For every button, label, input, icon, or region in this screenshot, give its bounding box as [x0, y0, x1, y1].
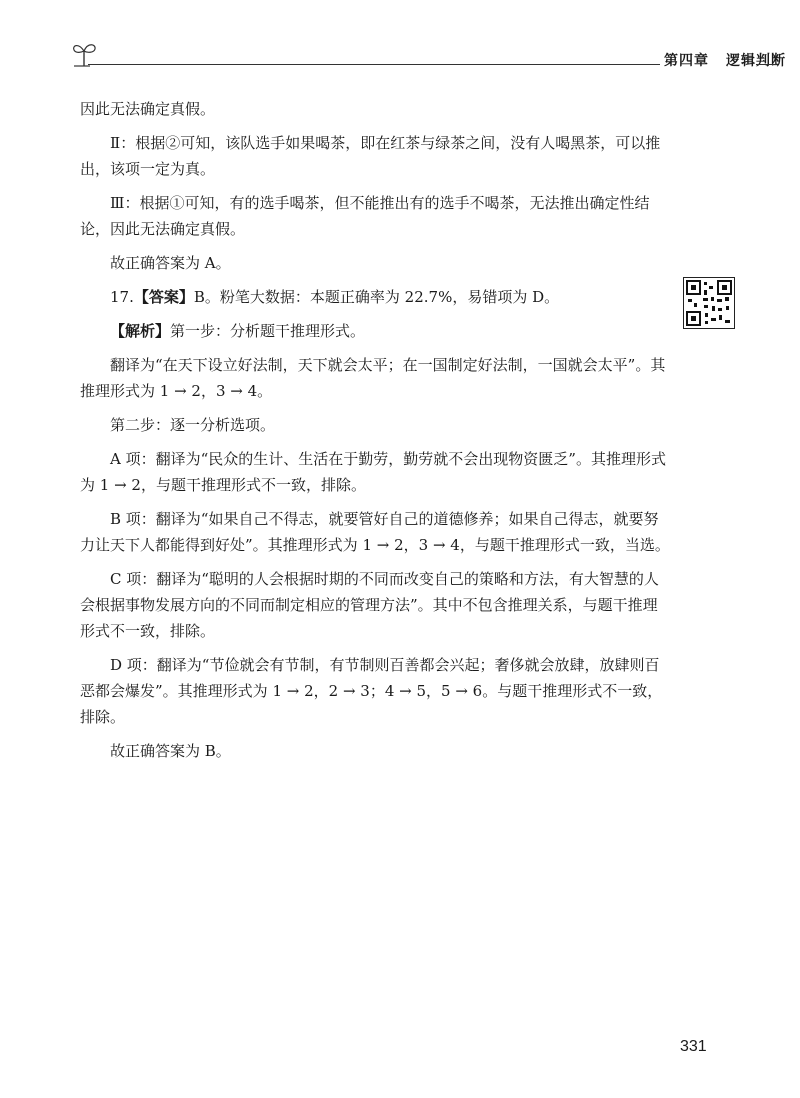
- sprout-icon: [70, 38, 100, 70]
- header-rule-left: [88, 64, 660, 65]
- answer-tag: 【答案】: [133, 288, 194, 306]
- paragraph-4: 故正确答案为 A。: [110, 254, 231, 272]
- section-title: 逻辑判断: [726, 53, 786, 69]
- option-c-paragraph: C 项：翻译为“聪明的人会根据时期的不同而改变自己的策略和方法，有大智慧的人会根据事物发展方向的不同而制定相应的管理方法”。其中不包含推理关系，与题干推理形式不一致，排除。: [80, 570, 659, 640]
- option-a-paragraph: A 项：翻译为“民众的生计、生活在于勤劳，勤劳就不会出现物资匮乏”。其推理形式为 1 → 2，与题干推理形式不一致，排除。: [80, 450, 666, 494]
- header-rule-right: [756, 64, 776, 65]
- paragraph-8: 第二步：逐一分析选项。: [110, 416, 276, 434]
- qr-pattern: [684, 278, 734, 328]
- question-number: 17.: [110, 288, 134, 306]
- qr-code-icon[interactable]: [683, 277, 735, 329]
- option-b-paragraph: B 项：翻译为“如果自己不得志，就要管好自己的道德修养；如果自己得志，就要努力让天下人都能得到好处”。其推理形式为 1 → 2，3 → 4，与题干推理形式一致，当选。: [80, 510, 670, 554]
- paragraph-7: 翻译为“在天下设立好法制，天下就会太平；在一国制定好法制，一国就会太平”。其推理形式为 1 → 2，3 → 4。: [80, 356, 666, 400]
- analysis-tag: 【解析】: [110, 322, 171, 340]
- page-number: 331: [680, 1038, 707, 1055]
- paragraph-1: 因此无法确定真假。: [80, 100, 216, 118]
- analysis-text: 第一步：分析题干推理形式。: [170, 322, 366, 340]
- conclusion-paragraph: 故正确答案为 B。: [110, 742, 231, 760]
- option-d-paragraph: D 项：翻译为“节俭就会有节制，有节制则百善都会兴起；奢侈就会放肆，放肆则百恶都会爆发”。其推理形式为 1 → 2，2 → 3；4 → 5，5 → 6。与题干推理形式不一致，排除。: [80, 656, 663, 726]
- chapter-label: 第四章: [664, 53, 709, 69]
- paragraph-3: Ⅲ：根据①可知，有的选手喝茶，但不能推出有的选手不喝茶，无法推出确定性结论，因此无法确定真假。: [80, 194, 650, 238]
- paragraph-2: Ⅱ：根据②可知，该队选手如果喝茶，即在红茶与绿茶之间，没有人喝黑茶，可以推出，该项一定为真。: [80, 134, 661, 178]
- page-body: [80, 96, 670, 772]
- analysis-paragraph: [80, 318, 670, 344]
- answer-text: B。粉笔大数据：本题正确率为 22.7%，易错项为 D。: [193, 288, 560, 306]
- page-header: [70, 38, 786, 78]
- answer-paragraph: [80, 284, 670, 310]
